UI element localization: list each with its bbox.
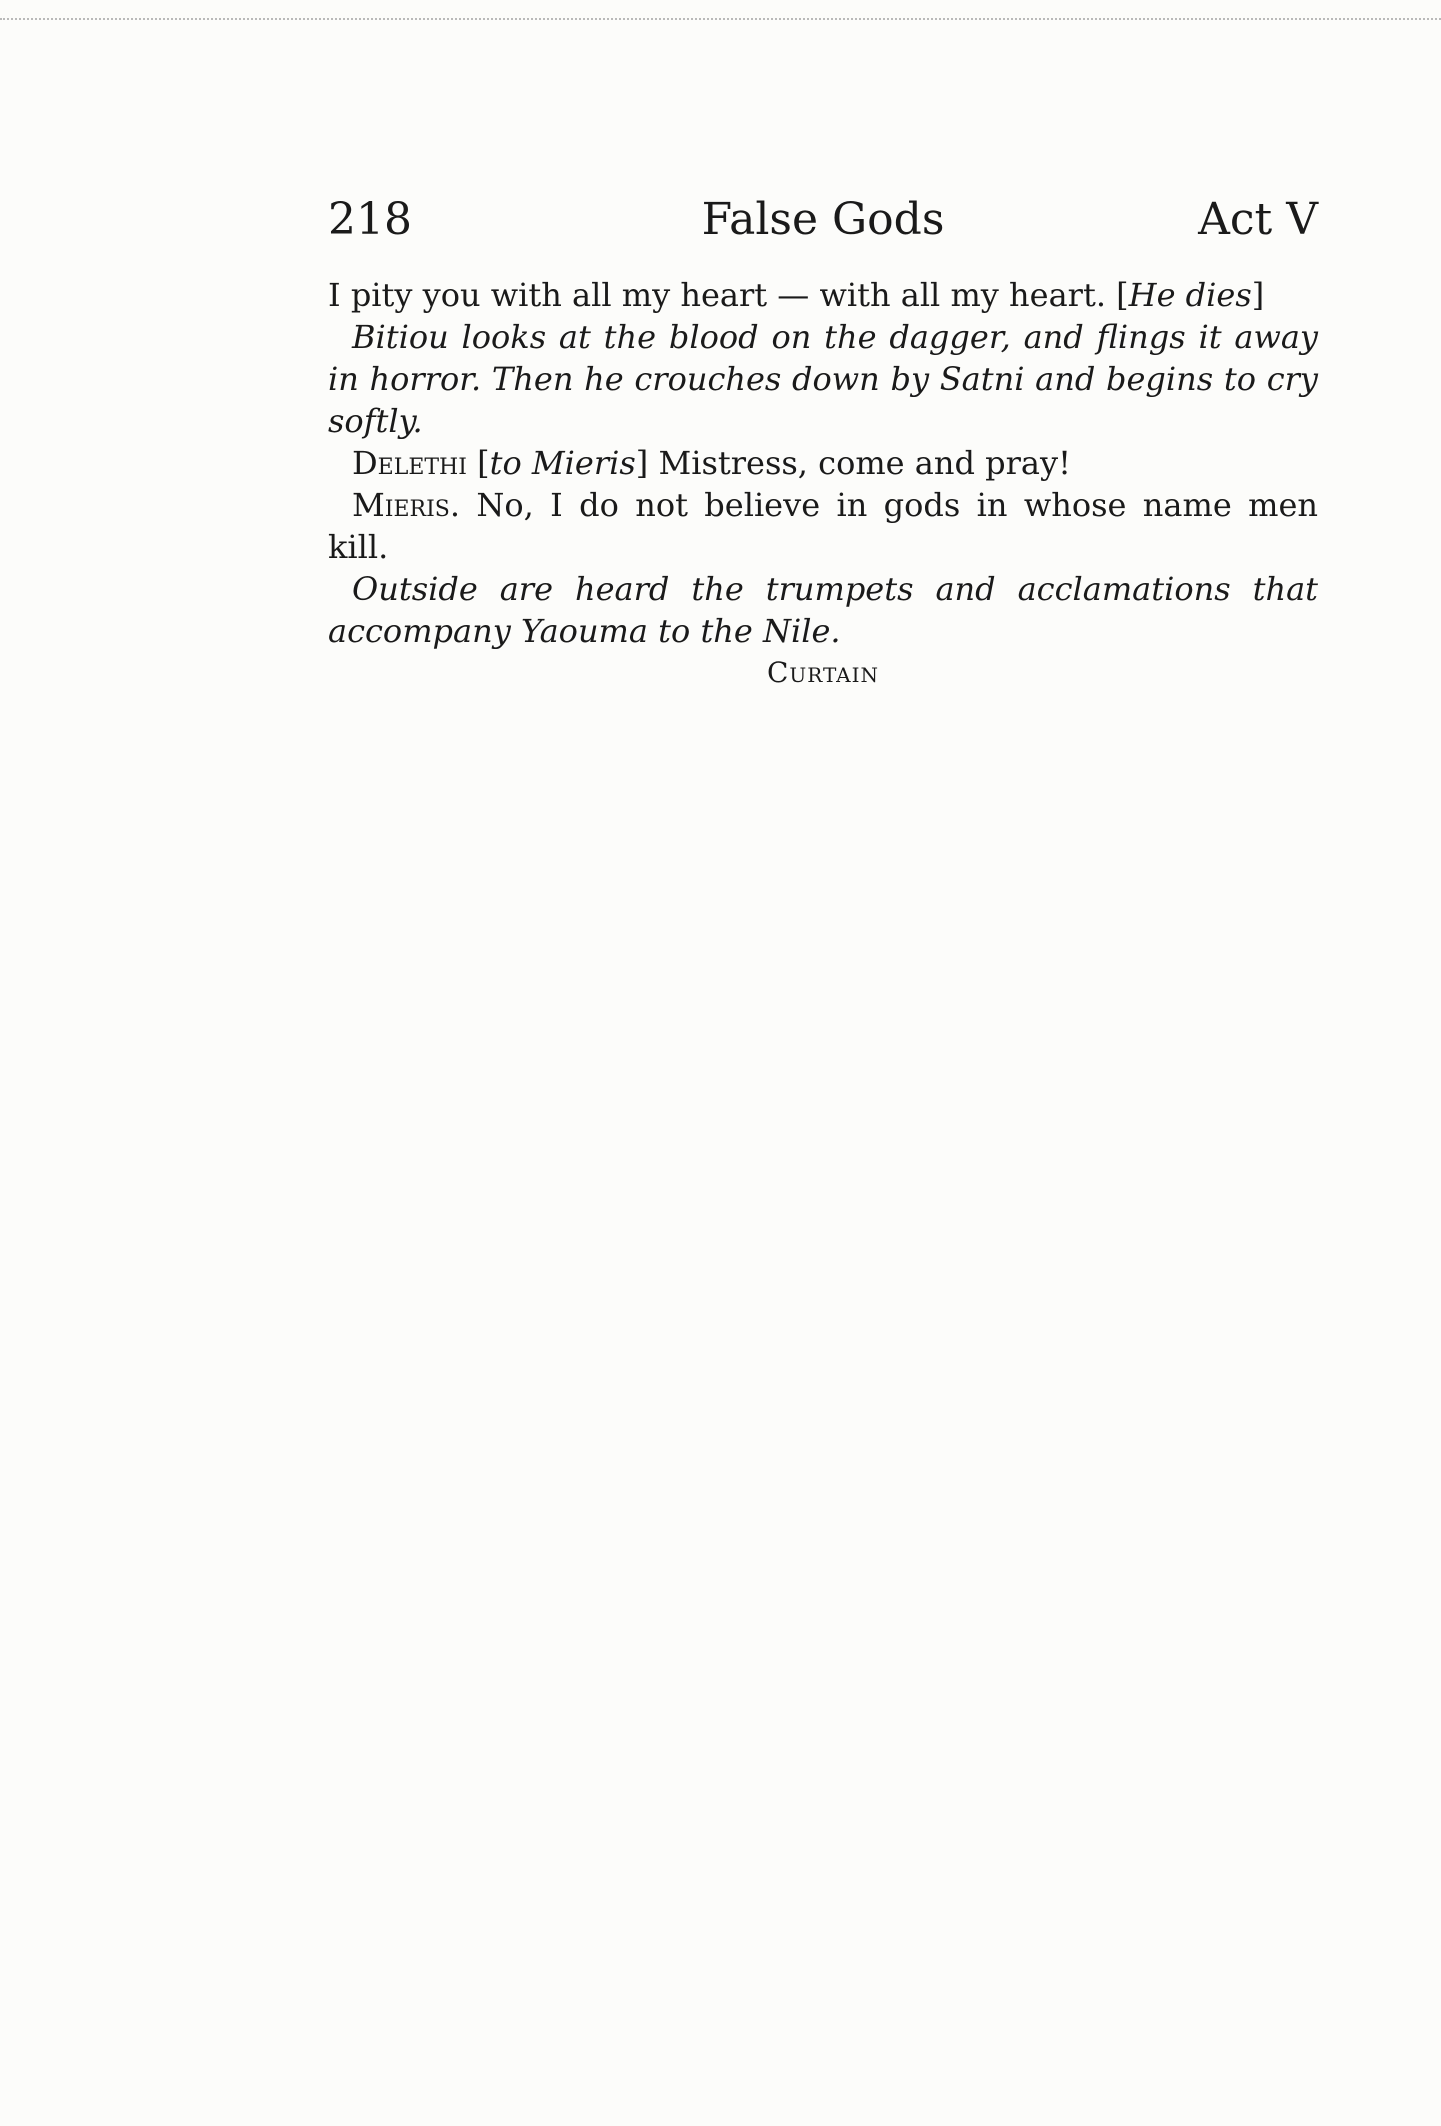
page-number: 218 [328, 194, 412, 245]
bracket-open: [ [466, 444, 490, 482]
stage-direction-outside [328, 568, 1318, 652]
stage-direction-outside-text: Outside are heard the trumpets and acclamations that accompany Yaouma to the Nile. [328, 570, 1318, 650]
page-text-block [328, 190, 1318, 694]
dying-speech-text: I pity you with all my heart — with all my heart. [328, 276, 1106, 314]
dying-speech [328, 274, 1318, 316]
speech-mieris-text: No, I do not believe in gods in whose name men kill. [328, 486, 1318, 566]
running-head [328, 190, 1318, 250]
running-title: False Gods [701, 194, 945, 245]
speech-mieris [328, 484, 1318, 568]
act-label: Act V [1198, 194, 1318, 245]
speaker-mieris: Mieris. [352, 486, 461, 524]
speaker-delethi: Delethi [352, 444, 467, 482]
speech-delethi [328, 442, 1318, 484]
bracket-close: ] [635, 444, 649, 482]
curtain-label: Curtain [766, 656, 880, 689]
bracket-open: [ [1106, 276, 1129, 314]
stage-direction-bitiou [328, 316, 1318, 442]
delethi-direction: to Mieris [489, 444, 636, 482]
play-text [328, 274, 1318, 694]
bracket-close: ] [1251, 276, 1265, 314]
inline-stage-direction: He dies [1128, 276, 1252, 314]
page-top-edge-rule [0, 18, 1441, 20]
speech-delethi-text: Mistress, come and pray! [648, 444, 1071, 482]
stage-direction-bitiou-text: Bitiou looks at the blood on the dagger, and flings it away in horror. Then he crouches down by Satni and begins to cry softly. [328, 318, 1318, 440]
